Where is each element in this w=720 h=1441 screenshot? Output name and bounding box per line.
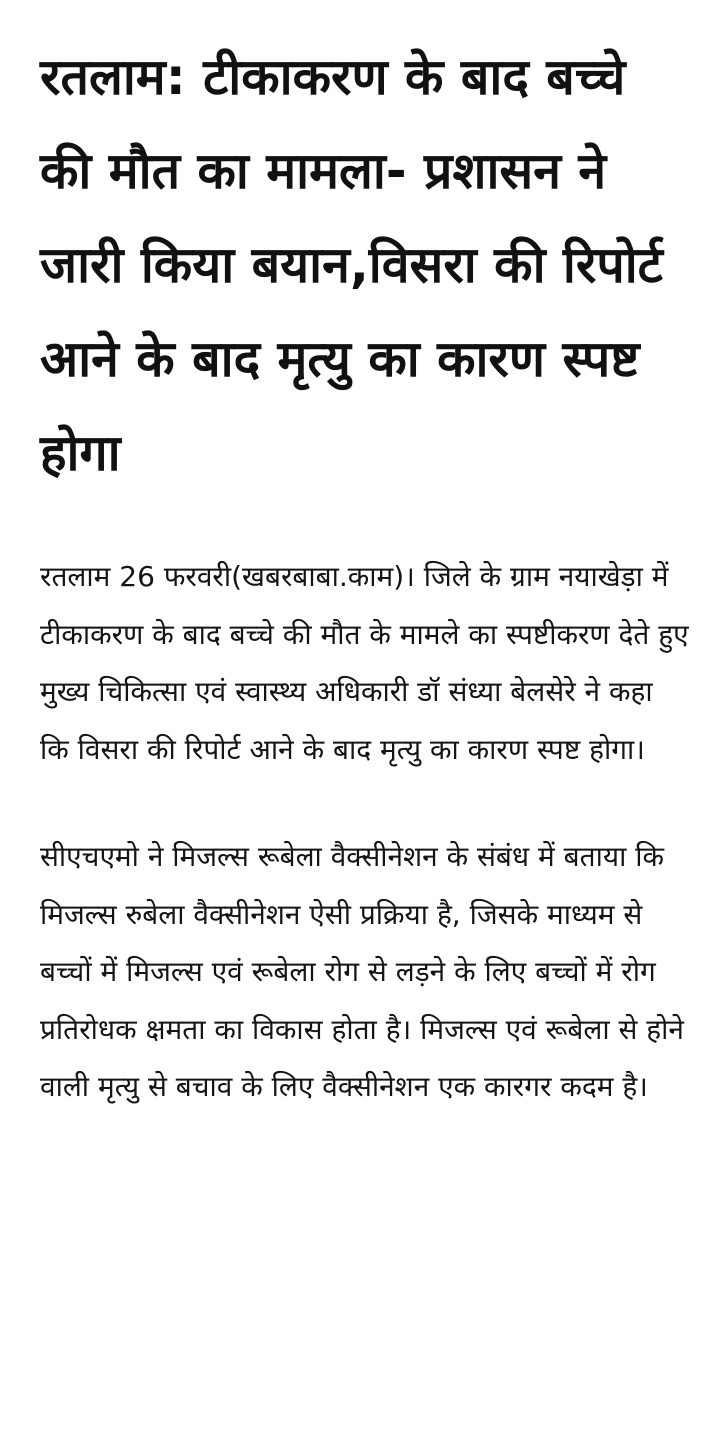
article-paragraph-1: रतलाम 26 फरवरी(खबरबाबा.काम)। जिले के ग्राम नयाखेड़ा में टीकाकरण के बाद बच्चे की मौत के मामले का स्पष्टीकरण देते हुए मुख्य चिकित्सा एवं स्वास्थ्य अधिकारी डॉ संध्या बेलसेरे ने कहा कि विसरा की रिपोर्ट आने के बाद मृत्यु का कारण स्पष्ट होगा। (40, 560, 689, 766)
news-article (40, 30, 690, 1116)
article-paragraph-2: सीएचएमो ने मिजल्स रूबेला वैक्सीनेशन के संबंध में बताया कि मिजल्स रुबेला वैक्सीनेशन ऐसी प्रक्रिया है, जिसके माध्यम से बच्चों में मिजल्स एवं रूबेला रोग से लड़ने के लिए बच्चों में रोग प्रतिरोधक क्षमता का विकास होता है। मिजल्स एवं रूबेला से होने वाली मृत्यु से बचाव के लिए वैक्सीनेशन एक कारगर कदम है। (40, 840, 684, 1103)
article-headline: रतलाम: टीकाकरण के बाद बच्चे की मौत का मामला- प्रशासन ने जारी किया बयान,विसरा की रिपोर्ट आने के बाद मृत्यु का कारण स्पष्ट होगा (40, 48, 663, 482)
